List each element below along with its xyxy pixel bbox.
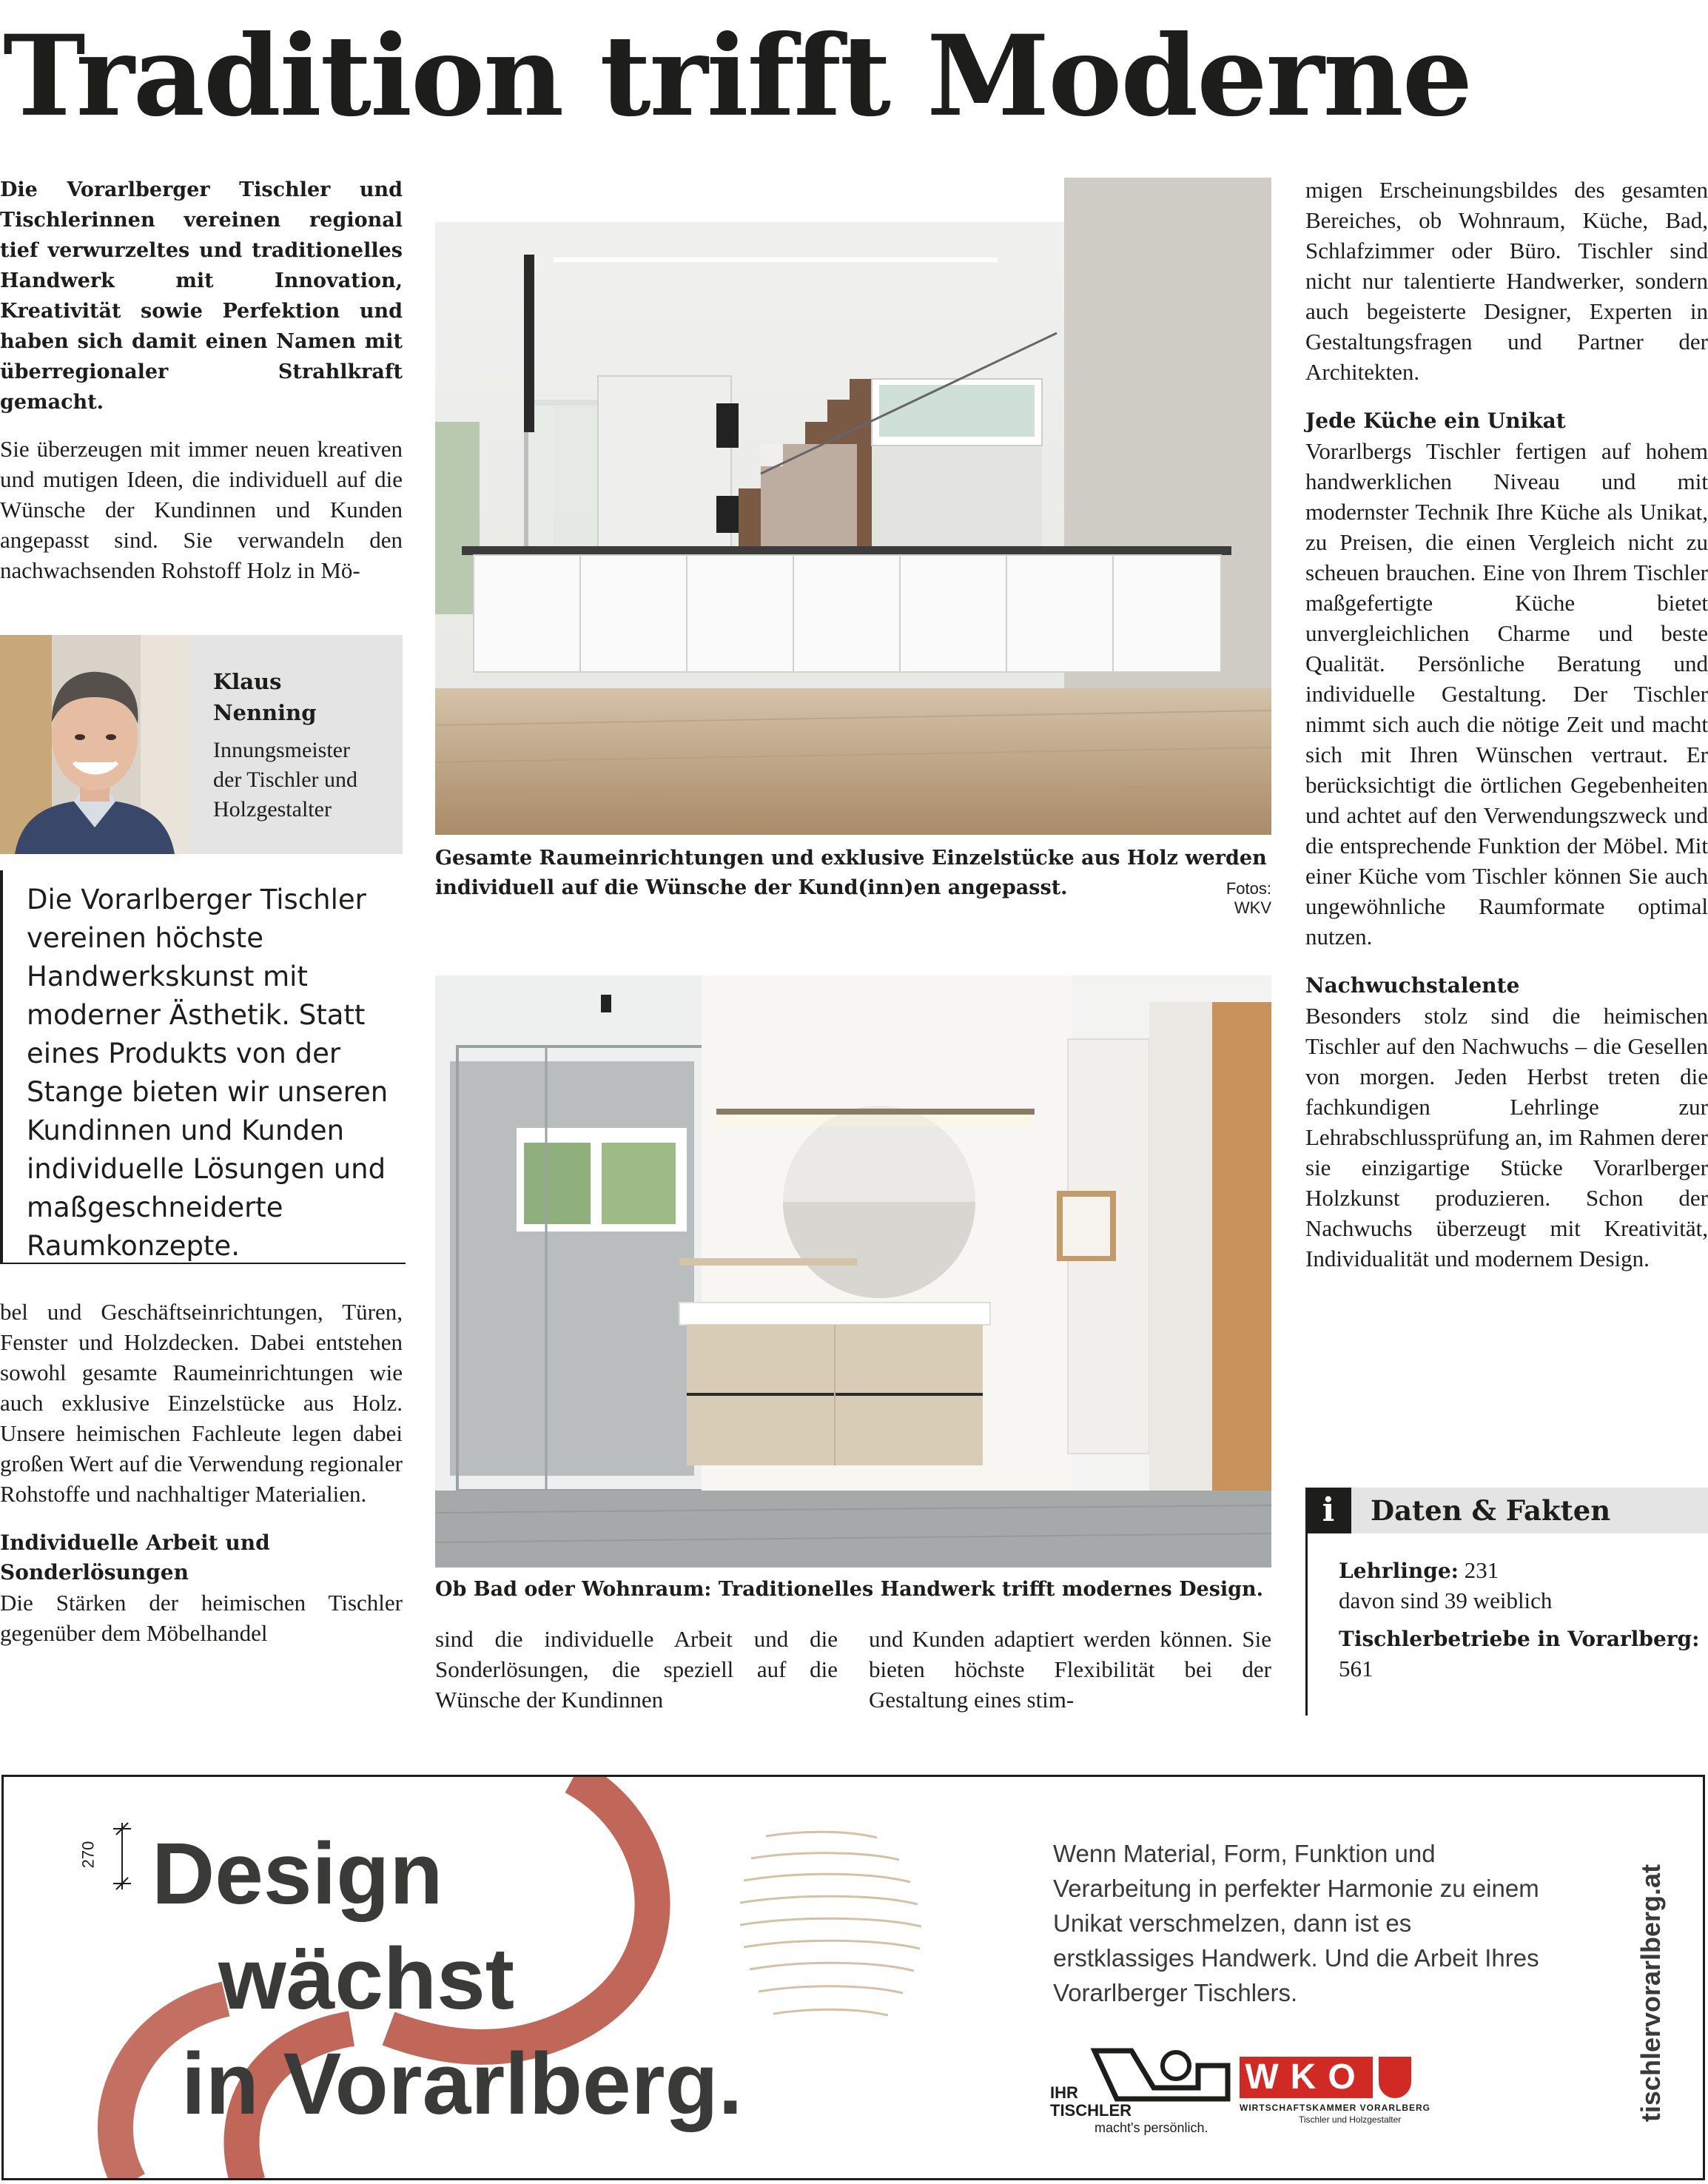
logo1-line2: TISCHLER — [1050, 2101, 1132, 2120]
ad-url[interactable]: tischlervorarlberg.at — [1635, 1864, 1666, 2123]
profile-box — [0, 635, 403, 854]
facts-betriebe-label: Tischlerbetriebe in Vorarlberg: — [1339, 1627, 1700, 1651]
kitchen-photo-image — [435, 178, 1271, 835]
bathroom-photo-caption: Ob Bad oder Wohnraum: Traditionelles Handwerk trifft modernes Design. — [435, 1578, 1264, 1601]
ad-line-1: Design — [152, 1825, 443, 1923]
logo1-tagline: macht's persönlich. — [1095, 2120, 1208, 2135]
info-icon: i — [1305, 1488, 1351, 1533]
tischler-logo-icon — [1087, 2043, 1235, 2103]
kitchen-caption-text: Gesamte Raumeinrichtungen und exklusive Einzelstücke aus Holz werden individuell auf die Wünsche der Kund(inn)en angepasst. — [435, 847, 1267, 899]
logo1-line1: IHR — [1050, 2083, 1078, 2102]
wko-logo-text: WKO — [1240, 2057, 1373, 2098]
ad-line-3: in Vorarlberg. — [181, 2035, 743, 2133]
photo-credit: Fotos: WKV — [1225, 879, 1271, 917]
profile-name: Klaus Nenning — [213, 669, 317, 725]
page-headline: Tradition trifft Moderne — [3, 11, 1472, 141]
subhead-individuelle-arbeit: Individuelle Arbeit und Sonderlösungen — [0, 1531, 270, 1585]
column-1-paragraph-3: Die Stärken der heimischen Tischler gegenüber dem Möbelhandel — [0, 1590, 403, 1646]
ad-body: Wenn Material, Form, Funktion und Verarbeitung in perfekter Harmonie zu einem Unikat verschmelzen, dann ist es erstklassiges Handwerk. Und die Arbeit Ihres Vorarlberger Tischlers. — [1053, 1840, 1539, 2006]
vorarlberg-crest-icon — [1379, 2057, 1411, 2098]
profile-role: Innungsmeister der Tischler und Holzgestalter — [213, 738, 357, 821]
kitchen-photo — [435, 178, 1271, 835]
column-1-paragraph-2: bel und Geschäftseinrichtungen, Türen, Fenster und Holzdecken. Dabei entstehen sowohl gesamte Raumeinrichtungen wie auch exklusive Einzelstücke aus Holz. Unsere heimischen Fachleute legen dabei großen Wert auf die Verwendung regionaler Rohstoffe und nachhaltiger Materialien. — [0, 1299, 403, 1507]
lead-paragraph: Die Vorarlberger Tischler und Tischlerinnen vereinen regional tief verwurzeltes und traditionelles Handwerk mit Innovation, Kreativität sowie Perfektion und haben sich damit einen Namen mit überregionaler Strahlkraft gemacht. — [0, 178, 403, 414]
ad-sketch-label: 270 — [78, 1841, 98, 1869]
column-1-bottom — [0, 1297, 403, 1648]
kitchen-photo-caption — [435, 844, 1271, 903]
wko-logo — [1240, 2057, 1432, 2138]
facts-body — [1305, 1533, 1708, 1716]
column-4 — [1305, 175, 1708, 1274]
portrait-photo — [0, 635, 189, 854]
quote-text: Die Vorarlberger Tischler vereinen höchste Handwerkskunst mit moderner Ästhetik. Statt eines Produkts von der Stange bieten wir unseren Kundinnen und Kunden individuelle Lösungen und maßgeschneiderte Raumkonzepte. — [27, 884, 389, 1262]
column-3-text: und Kunden adaptiert werden können. Sie bieten höchste Flexibilität bei der Gestaltung eines stim- — [869, 1626, 1271, 1713]
facts-header — [1305, 1488, 1708, 1533]
bathroom-photo — [435, 928, 1271, 1568]
column-1-paragraph-1: Sie überzeugen mit immer neuen kreativen und mutigen Ideen, die individuell auf die Wünsche der Kundinnen und Kunden angepasst sind. Sie verwandeln den nachwachsenden Rohstoff Holz in Mö- — [0, 436, 403, 583]
wko-sub-2: Tischler und Holzgestalter — [1299, 2114, 1402, 2125]
bathroom-photo-image — [435, 928, 1271, 1568]
subhead-jede-kueche: Jede Küche ein Unikat — [1305, 409, 1566, 433]
wko-sub-1: WIRTSCHAFTSKAMMER VORARLBERG — [1240, 2103, 1430, 2113]
facts-lehrlinge-label: Lehrlinge: — [1339, 1559, 1459, 1583]
facts-lehrlinge-sub: davon sind 39 weiblich — [1339, 1587, 1553, 1613]
facts-title: Daten & Fakten — [1371, 1494, 1611, 1527]
facts-lehrlinge-value: 231 — [1464, 1557, 1499, 1583]
ad-headline — [152, 1821, 742, 2137]
quote-box — [0, 870, 406, 1264]
subhead-nachwuchstalente: Nachwuchstalente — [1305, 973, 1520, 998]
column-4-paragraph-2: Vorarlbergs Tischler fertigen auf hohem handwerklichen Niveau und mit modernster Technik Ihre Küche als Unikat, zu Preisen, die einen Vergleich nicht zu scheuen brauchen. Eine von Ihrem Tischler maßgefertigte Küche bietet unvergleichlichen Charme und beste Qualität. Persönliche Beratung und individuelle Gestaltung. Der Tischler nimmt sich auch die nötige Zeit und macht sich mit Ihren Wünschen vertraut. Er berücksichtigt die örtlichen Gegebenheiten und achtet auf den Verwendungszweck und die entsprechende Funktion der Möbel. Mit einer Küche vom Tischler können Sie auch ungewöhnliche Raumformate optimal nutzen. — [1305, 438, 1708, 950]
column-2-text: sind die individuelle Arbeit und die Sonderlösungen, die speziell auf die Wünsche der Kundinnen — [435, 1626, 838, 1713]
column-4-paragraph-3: Besonders stolz sind die heimischen Tischler auf den Nachwuchs – die Gesellen von morgen. Jeden Herbst treten die fachkundigen Lehrlinge zur Lehrabschlussprüfung an, im Rahmen derer sie einzigartige Stücke Vorarlberger Holzkunst produzieren. Schon der Nachwuchs überzeugt mit Kreativität, Individualität und modernem Design. — [1305, 1003, 1708, 1271]
profile-text — [213, 666, 391, 824]
facts-lehrlinge — [1339, 1556, 1708, 1586]
ihr-tischler-logo — [1050, 2043, 1220, 2154]
facts-betriebe-value: 561 — [1339, 1656, 1374, 1681]
ad-line-2: wächst — [218, 1930, 515, 2028]
column-4-paragraph-1: migen Erscheinungsbildes des gesamten Bereiches, ob Wohnraum, Küche, Bad, Schlafzimmer oder Büro. Tischler sind nicht nur talentierte Handwerker, sondern auch begeisterte Designer, Experten in Gestaltungsfragen und Partner der Architekten. — [1305, 177, 1708, 385]
advertisement — [1, 1775, 1705, 2180]
column-1-top — [0, 175, 403, 585]
